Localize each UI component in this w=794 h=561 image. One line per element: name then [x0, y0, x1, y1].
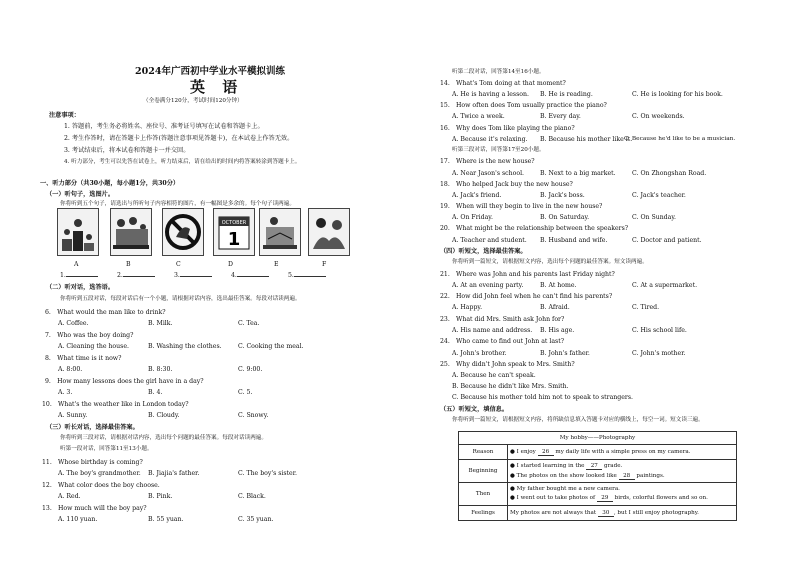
row-content: ● I enjoy 26 my daily life with a simple press on my camera. [508, 445, 737, 460]
option: B. He is reading. [540, 91, 593, 98]
option: A. On Friday. [452, 214, 493, 221]
picture-label: C [176, 261, 181, 268]
option: A. Red. [58, 493, 81, 500]
option: B. Washing the clothes. [148, 343, 222, 350]
picture-e-reading [259, 208, 301, 256]
option: C. He is looking for his book. [632, 91, 723, 98]
answer-blank: 4. [231, 273, 269, 279]
option: B. At home. [540, 282, 577, 289]
part3-instr3: 听第二段对话，回答第14至16小题。 [452, 69, 545, 75]
question: 6. What would the man like to drink? [45, 309, 166, 316]
subject-title: 英 语 [190, 78, 244, 96]
option: C. 5. [238, 389, 253, 396]
question: 24. Who came to find out John at last? [440, 338, 565, 345]
option: B. 55 yuan. [148, 516, 184, 523]
picture-label: B [126, 261, 131, 268]
option: A. Coffee. [58, 320, 89, 327]
option: B. Jack's boss. [540, 192, 585, 199]
part2-instr: 你将听到五段对话，每段对话后有一个小题，请根据对话内容，选出最佳答案。每段对话读两遍。 [60, 296, 301, 302]
question: 13. How much will the boy pay? [42, 505, 147, 512]
listening-section: 一、听力部分（共30小题，每小题1分，共30分） [40, 180, 180, 187]
option: A. Sunny. [58, 412, 88, 419]
option: B. Every day. [540, 113, 581, 120]
question: 20. What might be the relationship between the speakers? [440, 225, 629, 232]
option: B. Because he didn't like Mrs. Smith. [452, 383, 569, 390]
option: A. Twice a week. [452, 113, 505, 120]
question: 22. How did John feel when he can't find his parents? [440, 293, 613, 300]
question: 16. Why does Tom like playing the piano? [440, 125, 575, 132]
notes-heading: 注意事项： [49, 112, 80, 119]
option: C. Because he'd like to be a musician. [624, 136, 736, 142]
note-item: 2. 考生作答时，请在答题卡上作答(答题注意事项见答题卡)，在本试卷上作答无效。 [64, 135, 294, 142]
question: 19. When will they begin to live in the new house? [440, 203, 603, 210]
part4-heading: （四）听短文，选择最佳答案。 [440, 248, 527, 255]
question: 11. Whose birthday is coming? [42, 459, 143, 466]
picture-label: F [322, 261, 327, 268]
picture-f-people [308, 208, 350, 256]
row-content: My photos are not always that 30 , but I still enjoy photography. [508, 506, 737, 521]
part5-instr: 你将听到一篇短文，请根据短文内容，将所缺信息填入答题卡对应的横线上，每空一词。短文读三遍。 [452, 417, 704, 423]
answer-blank: 3. [174, 273, 212, 279]
option: C. Snowy. [238, 412, 269, 419]
picture-label: A [74, 261, 79, 268]
option: C. On Sunday. [632, 214, 676, 221]
question: 14. What's Tom doing at that moment? [440, 80, 566, 87]
row-content: ● I started learning in the 27 grade. ● The photos on the show looked like 28 paintings. [508, 460, 737, 483]
table-row [459, 506, 737, 521]
question: 8. What time is it now? [45, 355, 122, 362]
option: C. On Zhongshan Road. [632, 170, 707, 177]
option: A. Because it's relaxing. [452, 136, 528, 143]
option: C. Cooking the meal. [238, 343, 304, 350]
option: C. Doctor and patient. [632, 237, 702, 244]
option: A. John's brother. [452, 350, 507, 357]
picture-c-no-sign [162, 208, 204, 256]
part4-instr: 你将听到一篇短文，请根据短文内容，选出每个问题的最佳答案。短文读两遍。 [452, 259, 648, 265]
option: C. At a supermarket. [632, 282, 698, 289]
table-title: My hobby——Photography [459, 432, 737, 445]
fill-blank-26[interactable]: 26 [538, 449, 554, 456]
picture-a-podium [57, 208, 99, 256]
question: 10. What's the weather like in London today? [42, 401, 189, 408]
option: A. Happy. [452, 304, 483, 311]
table-row [459, 460, 737, 483]
question: 21. Where was John and his parents last Friday night? [440, 271, 615, 278]
option: C. John's mother. [632, 350, 686, 357]
option: C. Tired. [632, 304, 660, 311]
option: B. On Saturday. [540, 214, 590, 221]
option: A. Because he can't speak. [452, 372, 536, 379]
part3-instr2: 听第一段对话，回答第11至13小题。 [60, 446, 153, 452]
option: B. Husband and wife. [540, 237, 608, 244]
answer-blank: 1. [60, 273, 98, 279]
part3-heading: （三）听长对话，选择最佳答案。 [46, 424, 139, 431]
question: 25. Why didn't John speak to Mrs. Smith? [440, 361, 575, 368]
option: C. 9:00. [238, 366, 263, 373]
table-row [459, 483, 737, 506]
option: B. His age. [540, 327, 575, 334]
option: A. Teacher and student. [452, 237, 527, 244]
option: B. 4. [148, 389, 163, 396]
option: B. Cloudy. [148, 412, 180, 419]
option: A. He is having a lesson. [452, 91, 529, 98]
option: A. Jack's friend. [452, 192, 502, 199]
option: C. His school life. [632, 327, 687, 334]
fill-blank-28[interactable]: 28 [619, 473, 635, 480]
note-item: 1. 答题前，考生务必将姓名、座位号、准考证号填写在试卷和答题卡上。 [64, 123, 264, 130]
option: A. 8:00. [58, 366, 83, 373]
answer-blank: 2. [117, 273, 155, 279]
question: 17. Where is the new house? [440, 158, 535, 165]
part3-instr4: 听第三段对话，回答第17至20小题。 [452, 147, 545, 153]
svg-text:OCTOBER: OCTOBER [221, 220, 247, 226]
fill-blank-30[interactable]: 30 [598, 510, 614, 517]
option: C. The boy's sister. [238, 470, 297, 477]
option: B. Next to a big market. [540, 170, 616, 177]
option: B. 8:30. [148, 366, 173, 373]
row-label: Then [459, 483, 508, 506]
option: B. Afraid. [540, 304, 570, 311]
option: A. 3. [58, 389, 73, 396]
svg-text:1: 1 [227, 229, 241, 250]
fill-blank-27[interactable]: 27 [586, 463, 602, 470]
fill-blank-29[interactable]: 29 [597, 495, 613, 502]
question: 12. What color does the boy choose. [42, 482, 160, 489]
option: A. Cleaning the house. [58, 343, 129, 350]
part1-instr: 你将听到五个句子，请选出与所听句子内容相符的图片，有一幅图是多余的。每个句子读两遍。 [60, 201, 295, 207]
question: 18. Who helped Jack buy the new house? [440, 181, 573, 188]
picture-label: D [228, 261, 233, 268]
option: B. Pink. [148, 493, 173, 500]
option: C. Tea. [238, 320, 260, 327]
option: B. Because his mother like it. [540, 136, 633, 143]
picture-b-family [110, 208, 152, 256]
part2-heading: （二）听对话，选答语。 [46, 284, 115, 291]
question: 9. How many lessons does the girl have in a day? [45, 378, 204, 385]
option: C. On weekends. [632, 113, 685, 120]
note-item: 4. 听力部分，考生可以先答在试卷上，听力结束后，请在给出的时间内将答案转涂到答题卡上。 [64, 159, 301, 165]
part1-heading: （一）听句子，选图片。 [46, 191, 115, 198]
option: B. John's father. [540, 350, 590, 357]
exam-title: 2024年广西初中学业水平模拟训练 [135, 66, 285, 77]
table-row [459, 445, 737, 460]
option: A. His name and address. [452, 327, 533, 334]
option: A. 110 yuan. [58, 516, 98, 523]
option: B. Milk. [148, 320, 173, 327]
option: C. 35 yuan. [238, 516, 274, 523]
option: C. Black. [238, 493, 266, 500]
row-label: Beginning [459, 460, 508, 483]
option: A. The boy's grandmother. [58, 470, 141, 477]
answer-blank: 5. [288, 273, 326, 279]
option: A. Near Jason's school. [452, 170, 525, 177]
option: A. At an evening party. [452, 282, 524, 289]
question: 23. What did Mrs. Smith ask John for? [440, 316, 565, 323]
picture-label: E [274, 261, 279, 268]
row-label: Reason [459, 445, 508, 460]
exam-subtitle: （全卷满分120分，考试时间120分钟） [143, 98, 243, 104]
part5-heading: （五）听短文，填信息。 [440, 406, 509, 413]
part3-instr: 你将听到三段对话，请根据对话内容，选出每个问题的最佳答案。每段对话读两遍。 [60, 435, 267, 441]
option: C. Jack's teacher. [632, 192, 686, 199]
question: 7. Who was the boy doing? [45, 332, 134, 339]
picture-d-calendar [213, 208, 255, 256]
hobby-table [458, 431, 737, 521]
note-item: 3. 考试结束后，将本试卷和答题卡一并交回。 [64, 147, 190, 154]
option: B. Jiajia's father. [148, 470, 200, 477]
row-content: ● My father bought me a new camera. ● I went out to take photos of 29 birds, colorful flowers and so on. [508, 483, 737, 506]
option: C. Because his mother told him not to speak to strangers. [452, 394, 634, 401]
row-label: Feelings [459, 506, 508, 521]
question: 15. How often does Tom usually practice the piano? [440, 102, 607, 109]
